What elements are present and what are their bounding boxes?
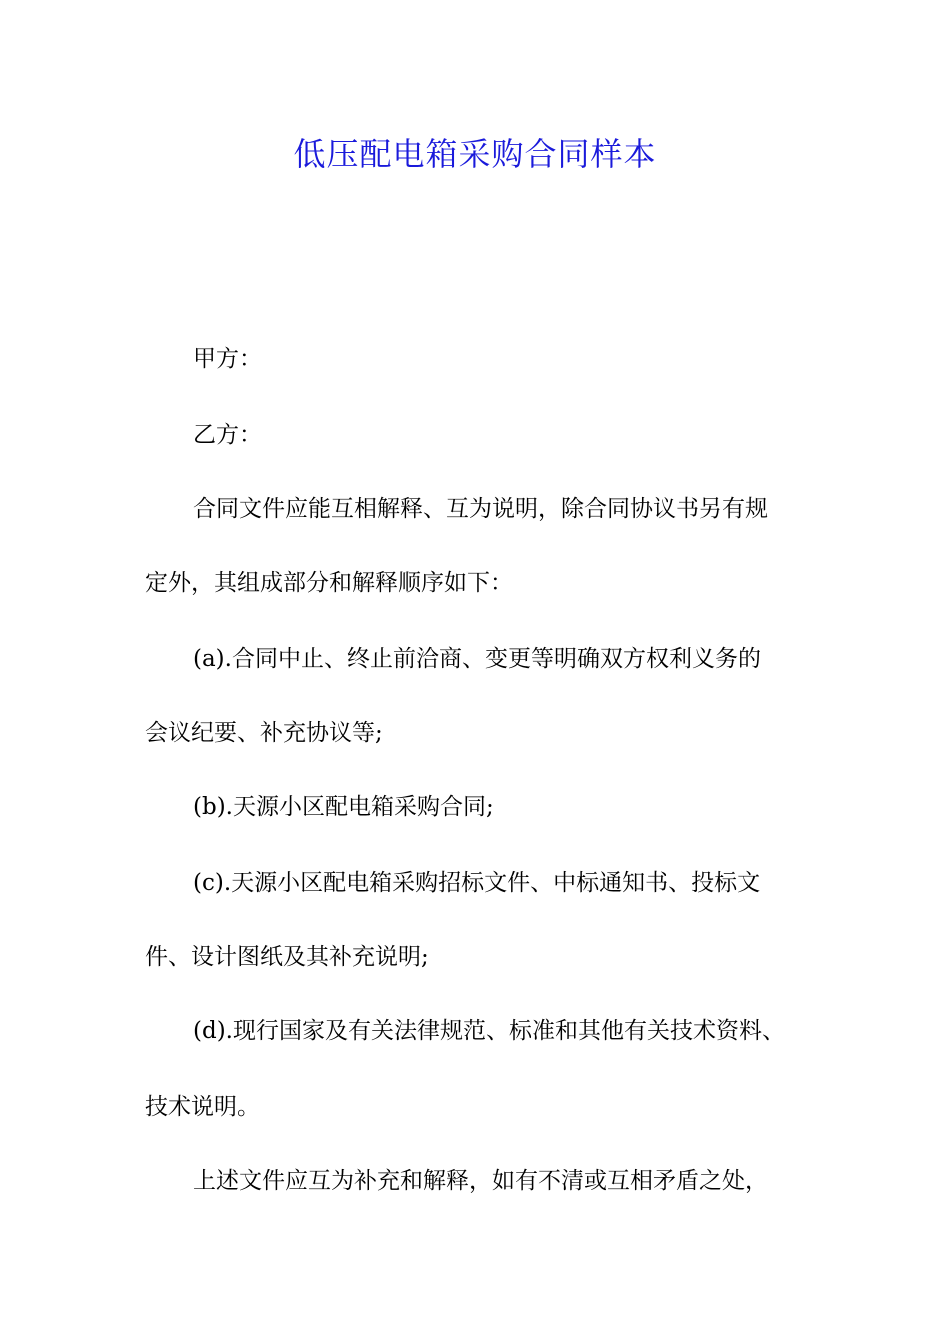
party-a-line: 甲方： (193, 346, 262, 372)
paragraph-line: 定外，其组成部分和解释顺序如下： (145, 570, 513, 596)
party-b-line: 乙方： (193, 422, 262, 448)
paragraph-line: (a).合同中止、终止前洽商、变更等明确双方权利义务的 (193, 646, 761, 672)
paragraph-line: 会议纪要、补充协议等; (145, 720, 383, 746)
paragraph-line: 合同文件应能互相解释、互为说明，除合同协议书另有规 (193, 496, 768, 522)
paragraph-line: 上述文件应互为补充和解释，如有不清或互相矛盾之处， (193, 1168, 768, 1194)
paragraph-line: 技术说明。 (145, 1094, 260, 1120)
paragraph-line: (c).天源小区配电箱采购招标文件、中标通知书、投标文 (193, 870, 761, 896)
paragraph-line: (d).现行国家及有关法律规范、标准和其他有关技术资料、 (193, 1018, 785, 1044)
paragraph-line: (b).天源小区配电箱采购合同; (193, 794, 494, 820)
paragraph-line: 件、设计图纸及其补充说明; (145, 944, 429, 970)
document-title: 低压配电箱采购合同样本 (293, 135, 657, 173)
